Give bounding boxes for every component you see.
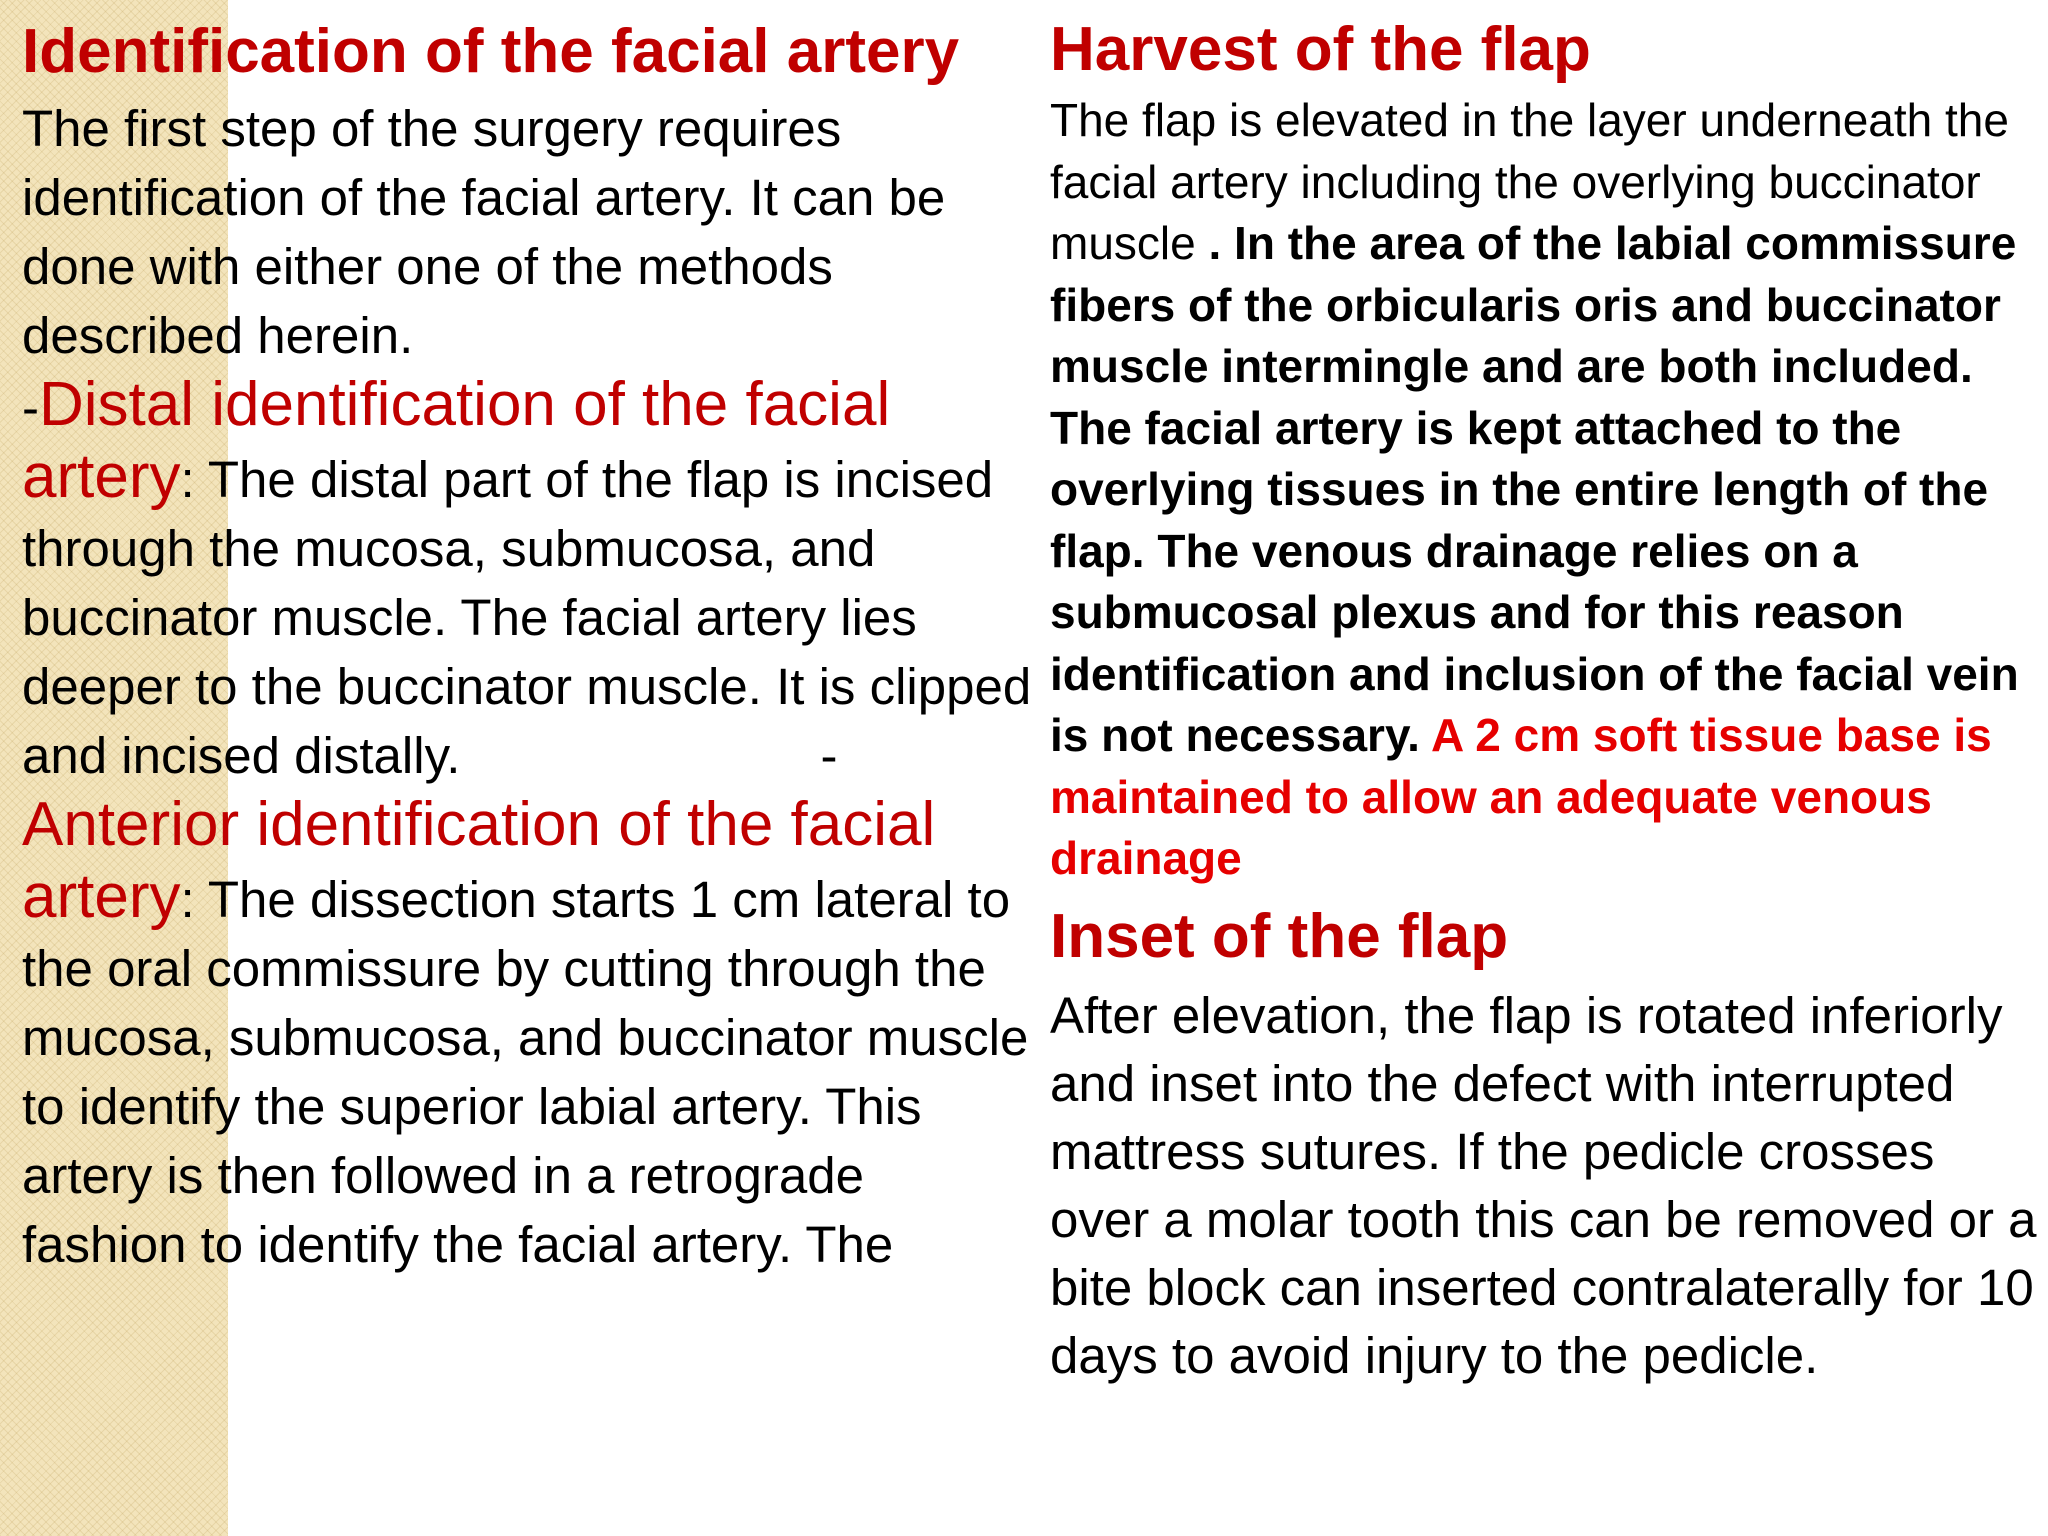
distal-colon: : (180, 451, 195, 508)
distal-prefix: - (22, 379, 39, 436)
harvest-plain: The flap is elevated in the layer underneath the facial artery including the overlying buccinator muscle (1050, 94, 2009, 269)
harvest-bold: . In the area of the labial commissure fibers of the orbicularis oris and buccinator muscle intermingle and are both included. The facial artery is kept attached to the overlying tissues in the entire length of the flap. The venous drainage relies on a submucosal plexus and for this reason identification and inclusion of the facial vein is not necessary. (1050, 217, 2019, 761)
intro-paragraph: The first step of the surgery requires identification of the facial artery. It can be done with either one of the methods described herein. (22, 100, 946, 364)
distal-title: Distal identification of the facial artery (22, 370, 891, 511)
distal-trailing-dash: - (820, 727, 838, 784)
anterior-paragraph (22, 790, 1032, 1279)
anterior-title: Anterior identification of the facial artery (22, 790, 936, 931)
heading-identification: Identification of the facial artery (22, 17, 960, 86)
anterior-colon: : (180, 871, 195, 928)
right-column (1050, 10, 2040, 1390)
distal-text: The distal part of the flap is incised through the mucosa, submucosa, and buccinator muscle. The facial artery lies deeper to the buccinator muscle. It is clipped and incised distally. (22, 451, 1032, 784)
heading-harvest: Harvest of the flap (1050, 15, 1591, 84)
harvest-paragraph (1050, 90, 2040, 890)
heading-inset: Inset of the flap (1050, 901, 1509, 971)
harvest-red: A 2 cm soft tissue base is maintained to allow an adequate venous drainage (1050, 709, 1992, 884)
left-column (22, 10, 1032, 1279)
anterior-text: The dissection starts 1 cm lateral to the oral commissure by cutting through the mucosa, submucosa, and buccinator muscle to identify the superior labial artery. This artery is then followed in a retrograde fashion to identify the facial artery. The (22, 871, 1029, 1273)
inset-paragraph: After elevation, the flap is rotated inferiorly and inset into the defect with interrupted mattress sutures. If the pedicle crosses over a molar tooth this can be removed or a bite block can inserted contralaterally for 10 days to avoid injury to the pedicle. (1050, 986, 2037, 1384)
distal-paragraph (22, 370, 1032, 790)
